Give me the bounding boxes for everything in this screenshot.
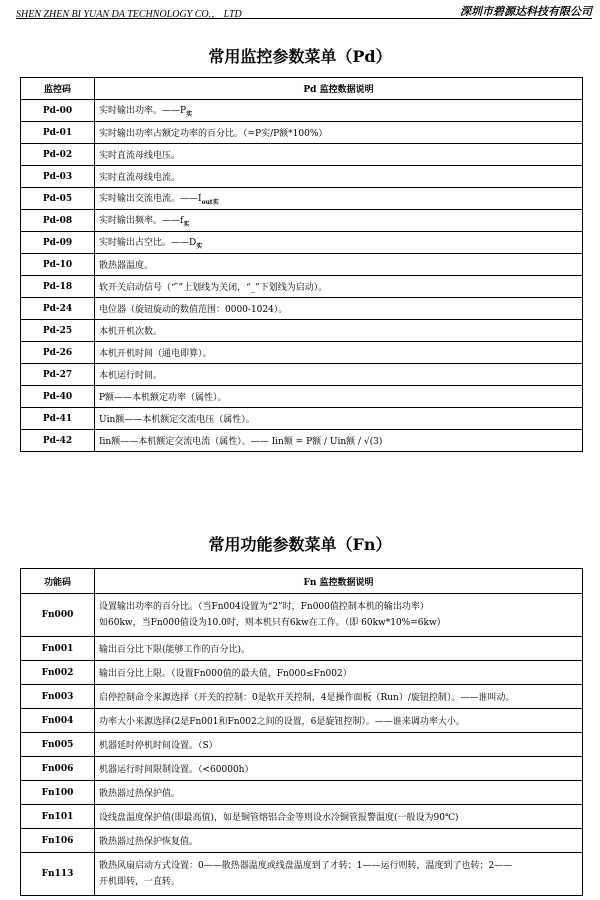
parameter-code: Pd-41 bbox=[21, 408, 95, 430]
description-line-1: 设置输出功率的百分比。（当Fn004设置为“2”时，Fn000值控制本机的输出功率） bbox=[99, 602, 429, 612]
subscript-text: 实 bbox=[183, 220, 190, 228]
table-row bbox=[21, 100, 583, 122]
table-row bbox=[21, 709, 583, 733]
parameter-description bbox=[95, 122, 583, 144]
parameter-description bbox=[95, 254, 583, 276]
description-text: 功率大小来源选择(2是Fn001和Fn002之间的设置，6是旋钮控制）。——谁来调功率大小。 bbox=[99, 717, 465, 727]
table-row bbox=[21, 853, 583, 896]
table-row bbox=[21, 342, 583, 364]
page-header bbox=[16, 2, 592, 19]
parameter-description bbox=[95, 232, 583, 254]
table-row bbox=[21, 320, 583, 342]
parameter-description bbox=[95, 430, 583, 452]
parameter-code: Fn003 bbox=[21, 685, 95, 709]
description-text: Iin额——本机额定交流电流（属性）。—— Iin额 = P额 / Uin额 / √(3) bbox=[99, 437, 383, 447]
parameter-code: Fn002 bbox=[21, 661, 95, 685]
pd-section-title: 常用监控参数菜单（Pd） bbox=[208, 47, 392, 66]
table-row bbox=[21, 188, 583, 210]
parameter-description bbox=[95, 709, 583, 733]
parameter-code: Fn106 bbox=[21, 829, 95, 853]
fn-parameter-table bbox=[20, 568, 583, 896]
parameter-code: Pd-24 bbox=[21, 298, 95, 320]
table-row bbox=[21, 757, 583, 781]
parameter-code: Pd-09 bbox=[21, 232, 95, 254]
fn-section-title: 常用功能参数菜单（Fn） bbox=[208, 535, 392, 554]
subscript-text: 实 bbox=[186, 110, 193, 118]
table-row bbox=[21, 637, 583, 661]
parameter-code: Pd-26 bbox=[21, 342, 95, 364]
parameter-description bbox=[95, 757, 583, 781]
table-row bbox=[21, 232, 583, 254]
parameter-description bbox=[95, 210, 583, 232]
description-text: 实时直流母线电压。 bbox=[99, 151, 181, 161]
parameter-description bbox=[95, 166, 583, 188]
table-row bbox=[21, 386, 583, 408]
table-row bbox=[21, 276, 583, 298]
parameter-description bbox=[95, 144, 583, 166]
table-row bbox=[21, 364, 583, 386]
table-row bbox=[21, 166, 583, 188]
column-header-description: Fn 监控数据说明 bbox=[95, 569, 583, 594]
description-text: 实时输出功率。——P bbox=[99, 106, 187, 117]
description-text: 本机运行时间。 bbox=[99, 371, 163, 381]
parameter-description bbox=[95, 298, 583, 320]
parameter-code: Fn001 bbox=[21, 637, 95, 661]
parameter-description bbox=[95, 364, 583, 386]
table-row bbox=[21, 805, 583, 829]
parameter-description bbox=[95, 685, 583, 709]
column-header-code: 功能码 bbox=[21, 569, 95, 594]
description-text: 散热器温度。 bbox=[99, 261, 154, 271]
table-row bbox=[21, 298, 583, 320]
parameter-description bbox=[95, 100, 583, 122]
description-text: 实时输出交流电流。——I bbox=[99, 194, 202, 205]
table-row bbox=[21, 661, 583, 685]
table-row bbox=[21, 254, 583, 276]
parameter-code: Pd-03 bbox=[21, 166, 95, 188]
parameter-code: Fn006 bbox=[21, 757, 95, 781]
parameter-code: Pd-01 bbox=[21, 122, 95, 144]
description-line-2: 开机即转，一直转。 bbox=[99, 877, 181, 887]
company-name-chinese: 深圳市碧源达科技有限公司 bbox=[460, 5, 592, 18]
description-line-2: 如60kw，当Fn000值设为10.0时，则本机只有6kw在工作。（即 60kw*10%=6kw） bbox=[99, 618, 446, 628]
table-header-row bbox=[21, 569, 583, 594]
description-text: Uin额——本机额定交流电压（属性）。 bbox=[99, 415, 255, 425]
table-row bbox=[21, 829, 583, 853]
column-header-description: Pd 监控数据说明 bbox=[95, 78, 583, 100]
parameter-description bbox=[95, 320, 583, 342]
parameter-code: Pd-00 bbox=[21, 100, 95, 122]
description-text: 输出百分比上限。（设置Fn000值的最大值，Fn000≤Fn002） bbox=[99, 669, 352, 679]
parameter-code: Fn000 bbox=[21, 594, 95, 637]
description-text: 散热器过热保护恢复值。 bbox=[99, 837, 199, 847]
company-name-english: SHEN ZHEN BI YUAN DA TECHNOLOGY CO.， LTD bbox=[16, 9, 242, 20]
parameter-description bbox=[95, 637, 583, 661]
parameter-code: Pd-05 bbox=[21, 188, 95, 210]
table-row bbox=[21, 685, 583, 709]
parameter-description bbox=[95, 408, 583, 430]
table-row bbox=[21, 122, 583, 144]
description-text: 散热器过热保护值。 bbox=[99, 789, 181, 799]
parameter-description bbox=[95, 594, 583, 637]
parameter-description bbox=[95, 829, 583, 853]
subscript-text: out实 bbox=[201, 198, 219, 206]
parameter-code: Pd-42 bbox=[21, 430, 95, 452]
pd-parameter-table bbox=[20, 77, 583, 452]
parameter-code: Pd-25 bbox=[21, 320, 95, 342]
table-row bbox=[21, 144, 583, 166]
description-text: 实时输出占空比。——D bbox=[99, 238, 197, 249]
column-header-code: 监控码 bbox=[21, 78, 95, 100]
parameter-description bbox=[95, 781, 583, 805]
parameter-code: Pd-18 bbox=[21, 276, 95, 298]
description-text: 启停控制命令来源选择（开关的控制：0是软开关控制，4是操作面板（Run）/旋钮控制）。——谁叫动。 bbox=[99, 693, 515, 703]
table-row bbox=[21, 594, 583, 637]
parameter-code: Fn004 bbox=[21, 709, 95, 733]
parameter-code: Fn005 bbox=[21, 733, 95, 757]
description-text: 机器运行时间限制设置。（<60000h） bbox=[99, 765, 254, 775]
parameter-description bbox=[95, 276, 583, 298]
description-text: 实时输出功率占额定功率的百分比。（=P实/P额*100%） bbox=[99, 129, 328, 139]
description-text: 本机开机时间（通电即算）。 bbox=[99, 349, 212, 359]
description-text: 设线盘温度保护值(即最高值)，如是铜管熔铝合金等则设水冷铜管报警温度(一般设为90℃) bbox=[99, 813, 459, 823]
parameter-description bbox=[95, 342, 583, 364]
parameter-code: Pd-27 bbox=[21, 364, 95, 386]
table-header-row bbox=[21, 78, 583, 100]
subscript-text: 实 bbox=[196, 242, 203, 250]
description-text: 机器延时停机时间设置。（S） bbox=[99, 741, 218, 751]
table-row bbox=[21, 430, 583, 452]
table-row bbox=[21, 733, 583, 757]
parameter-code: Fn100 bbox=[21, 781, 95, 805]
description-text: 软开关启动信号（“ ̄”上划线为关闭，“_”下划线为启动）。 bbox=[99, 283, 328, 293]
description-text: 实时输出频率。——f bbox=[99, 216, 184, 227]
description-line-1: 散热风扇启动方式设置：0——散热器温度或线盘温度到了才转；1——运行则转，温度到了也转；2—— bbox=[99, 861, 513, 871]
parameter-description bbox=[95, 661, 583, 685]
parameter-code: Pd-08 bbox=[21, 210, 95, 232]
description-text: 本机开机次数。 bbox=[99, 327, 163, 337]
parameter-code: Fn101 bbox=[21, 805, 95, 829]
parameter-description bbox=[95, 386, 583, 408]
description-text: 实时直流母线电流。 bbox=[99, 173, 181, 183]
description-text: 电位器（旋钮旋动的数值范围：0000-1024）。 bbox=[99, 305, 288, 315]
parameter-code: Pd-10 bbox=[21, 254, 95, 276]
table-row bbox=[21, 210, 583, 232]
table-row bbox=[21, 408, 583, 430]
parameter-description bbox=[95, 805, 583, 829]
description-text: P额——本机额定功率（属性）。 bbox=[99, 393, 227, 403]
table-row bbox=[21, 781, 583, 805]
parameter-description bbox=[95, 853, 583, 896]
parameter-description bbox=[95, 733, 583, 757]
parameter-code: Pd-40 bbox=[21, 386, 95, 408]
parameter-code: Fn113 bbox=[21, 853, 95, 896]
parameter-description bbox=[95, 188, 583, 210]
description-text: 输出百分比下限(能够工作的百分比)。 bbox=[99, 645, 251, 655]
parameter-code: Pd-02 bbox=[21, 144, 95, 166]
